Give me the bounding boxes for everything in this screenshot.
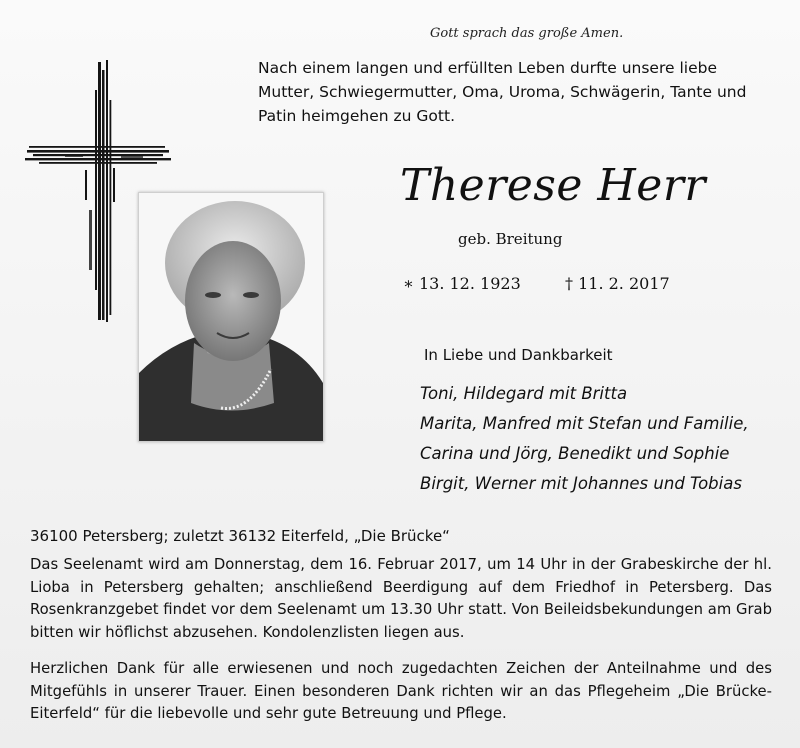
portrait-photo [138,192,324,442]
deceased-name: Therese Herr [400,160,706,211]
thanks-text: Herzlichen Dank für alle erwiesenen und noch zugedachten Zeichen der Anteilnahme und des Mitgefühls in unserer Trauer. Einen besonderen Dank richten wir an das Pflegeheim „Die Brücke-Eiterfeld“ für die liebevolle und sehr gute Betreuung und Pflege. [30,660,772,722]
maiden-name: geb. Breitung [458,230,563,248]
motto-quote: Gott sprach das große Amen. [430,26,624,41]
mourners-list [420,379,790,499]
mourner-line: Carina und Jörg, Benedikt und Sophie [420,444,730,463]
address-line: 36100 Petersberg; zuletzt 36132 Eiterfeld, „Die Brücke“ [30,527,450,545]
intro-text: Nach einem langen und erfüllten Leben durfte unsere liebe Mutter, Schwiegermutter, Oma, Uroma, Schwägerin, Tante und Patin heimgehen zu Gott. [258,59,747,125]
mourner-line: Birgit, Werner mit Johannes und Tobias [420,474,742,493]
death-date: † 11. 2. 2017 [565,274,670,293]
service-text: Das Seelenamt wird am Donnerstag, dem 16. Februar 2017, um 14 Uhr in der Grabeskirche der hl. Lioba in Petersberg gehalten; anschließend Beerdigung auf dem Friedhof in Petersberg. Das Rosenkranzgebet findet vor dem Seelenamt um 13.30 Uhr statt. Von Beileidsbekundungen am Grab bitten wir höflichst abzusehen. Kondolenzlisten liegen aus. [30,556,772,641]
mourner-line: Toni, Hildegard mit Britta [420,384,628,403]
mourner-line: Marita, Manfred mit Stefan und Familie, [420,414,749,433]
love-heading: In Liebe und Dankbarkeit [424,346,613,364]
birth-date: ∗ 13. 12. 1923 [403,274,521,293]
portrait-illustration [139,193,323,441]
